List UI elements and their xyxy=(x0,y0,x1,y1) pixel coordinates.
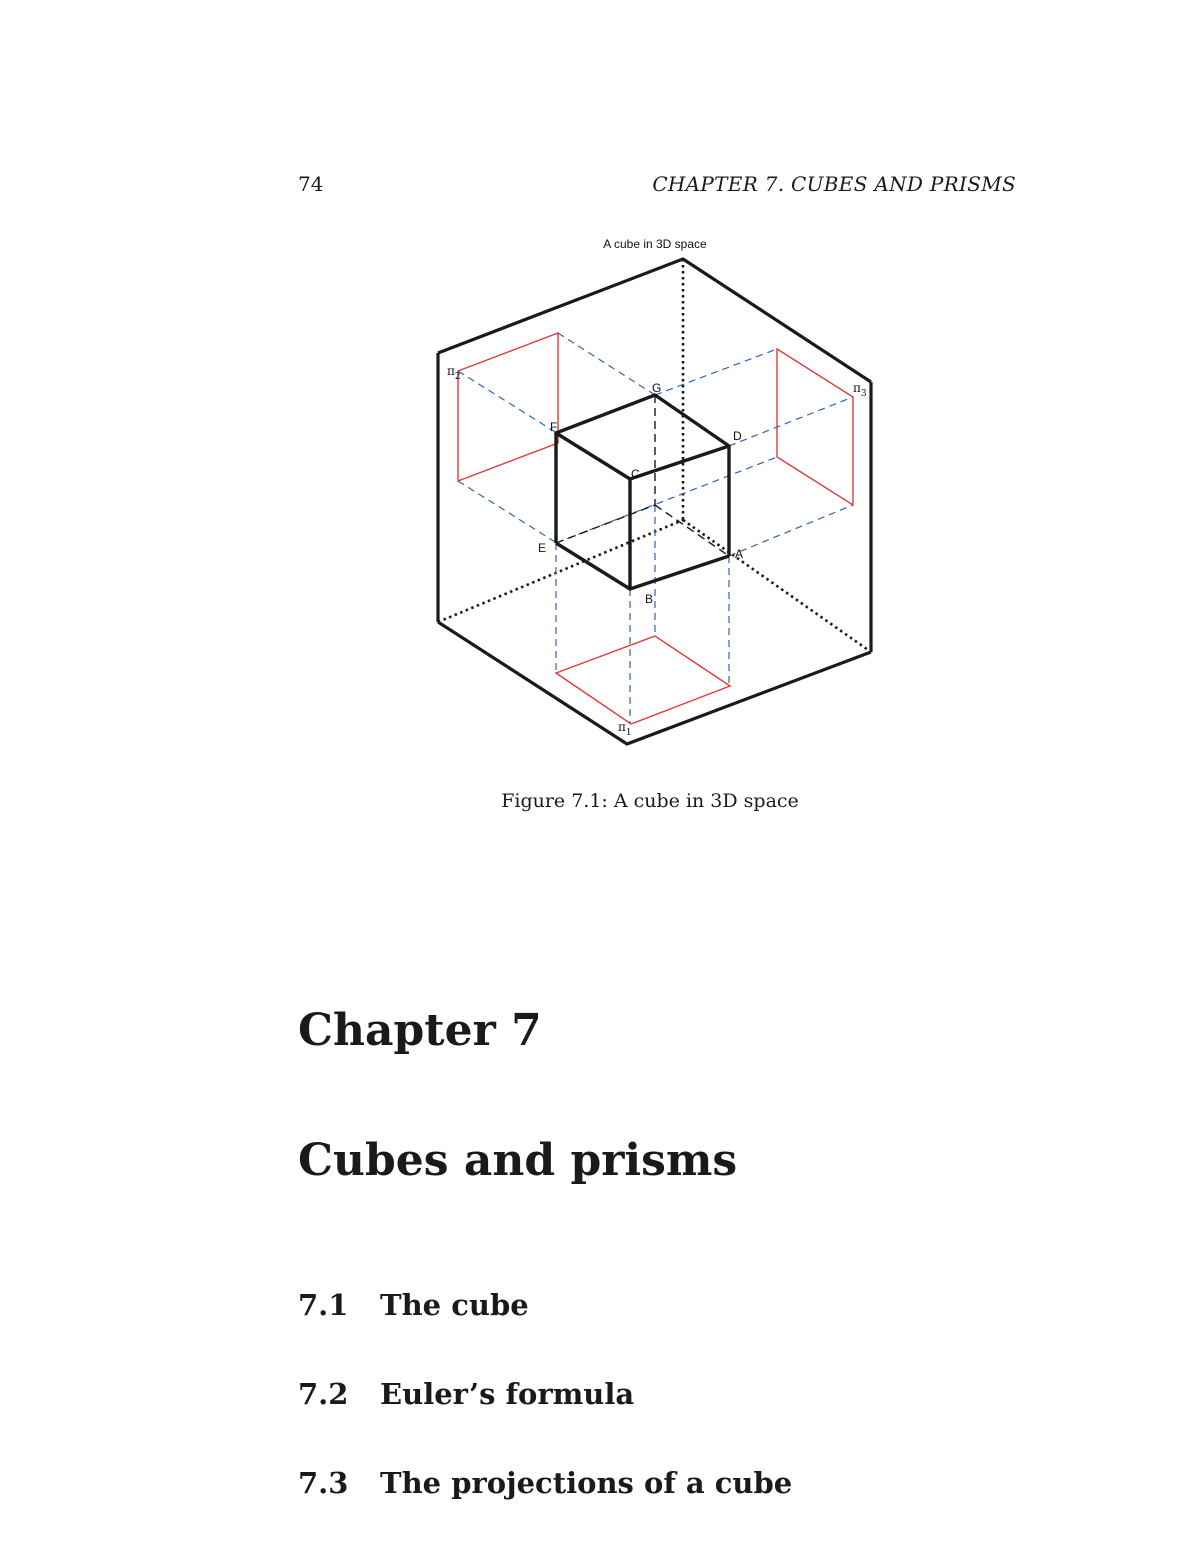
section-number: 7.3 xyxy=(298,1466,349,1500)
vertex-label-f: F xyxy=(550,420,558,434)
vertex-label-b: B xyxy=(645,592,654,606)
hidden-left-floor xyxy=(438,520,683,622)
cube-visible-edges xyxy=(556,395,729,589)
section-title: The projections of a cube xyxy=(380,1466,793,1500)
plane-label-pi2: $\pi_2$ xyxy=(447,364,461,382)
projection-pi1 xyxy=(556,636,730,724)
chapter-title: Cubes and prisms xyxy=(298,1135,738,1186)
chapter-label: Chapter 7 xyxy=(298,1005,542,1056)
vertex-label-g: G xyxy=(652,381,662,395)
vertex-label-a: A xyxy=(735,547,744,561)
cube-diagram xyxy=(400,228,900,768)
running-head xyxy=(298,172,1016,200)
vertex-label-c: C xyxy=(631,467,640,481)
section-heading xyxy=(298,1466,792,1500)
cube-figure xyxy=(400,228,900,768)
section-heading xyxy=(298,1377,634,1411)
vertex-label-e: E xyxy=(538,541,547,555)
section-number: 7.1 xyxy=(298,1288,349,1322)
frame-top-edges xyxy=(438,259,871,382)
plot-title: A cube in 3D space xyxy=(603,237,707,251)
plane-label-pi1: $\pi_1$ xyxy=(618,720,632,738)
projection-pi3 xyxy=(777,349,853,505)
cube-top-face xyxy=(556,395,729,479)
section-title: The cube xyxy=(380,1288,529,1322)
section-title: Euler’s formula xyxy=(380,1377,635,1411)
section-number: 7.2 xyxy=(298,1377,349,1411)
hidden-right-floor xyxy=(683,520,871,652)
page-number: 74 xyxy=(298,172,324,196)
frame-bottom-edges xyxy=(438,622,871,744)
plane-label-pi3: $\pi_3$ xyxy=(853,381,867,399)
projection-pi2 xyxy=(458,333,558,481)
section-heading xyxy=(298,1288,529,1322)
figure-caption: Figure 7.1: A cube in 3D space xyxy=(501,790,799,812)
chapter-header: CHAPTER 7. CUBES AND PRISMS xyxy=(652,172,1016,196)
vertex-label-d: D xyxy=(733,429,742,443)
